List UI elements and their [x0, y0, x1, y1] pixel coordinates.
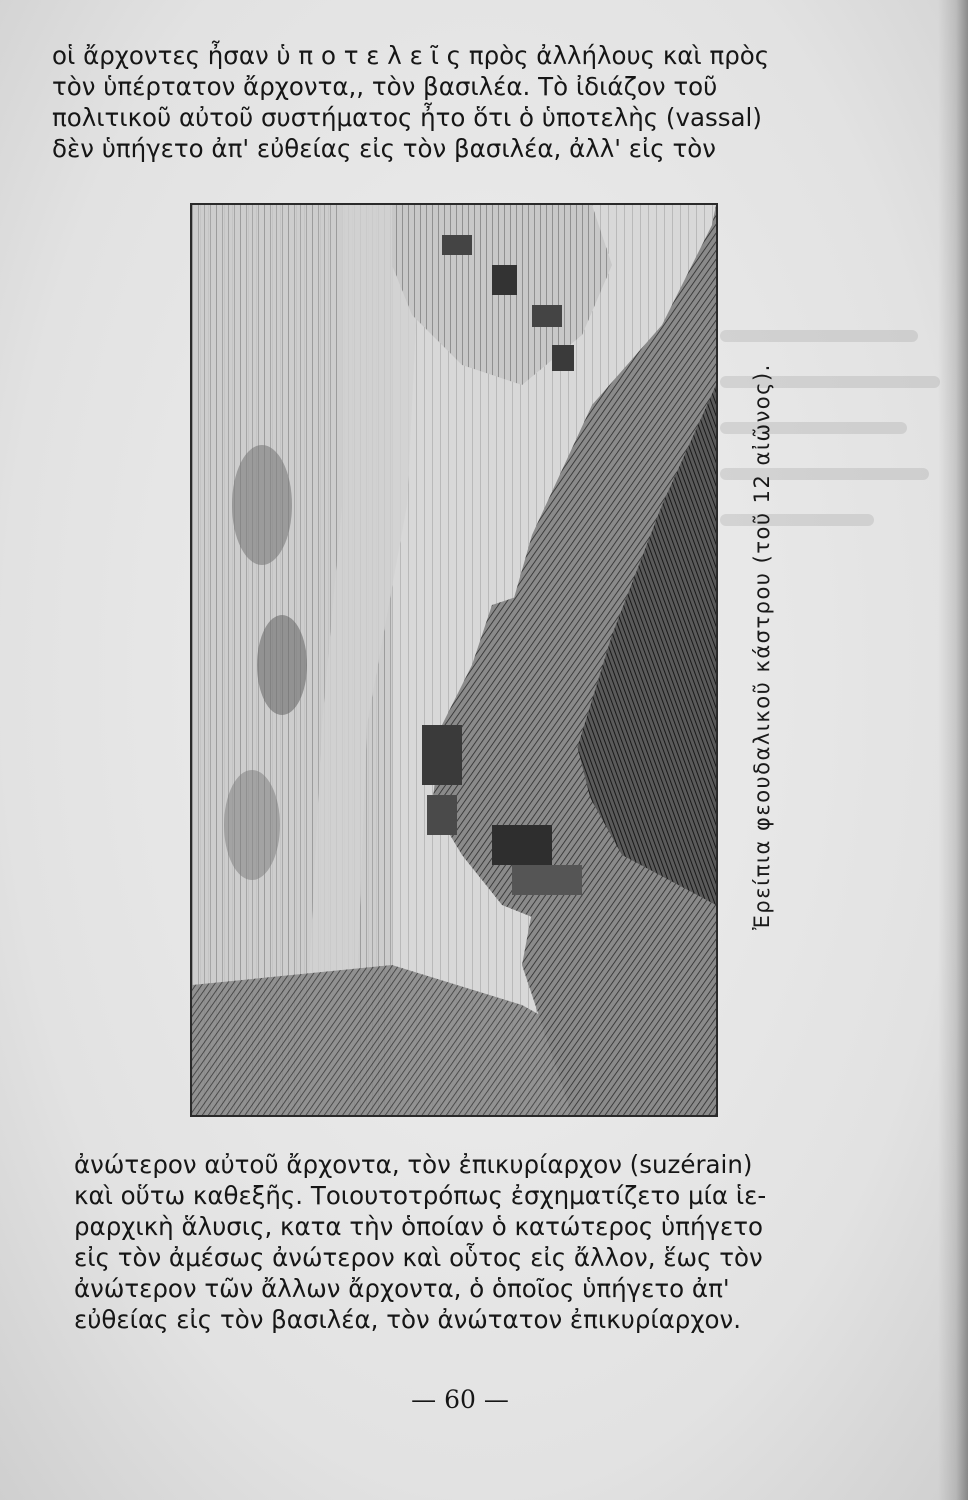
text-line: ἀνώτερον τῶν ἄλλων ἄρχοντα, ὁ ὁποῖος ὑπήγετο ἀπ': [74, 1274, 730, 1303]
bottom-paragraph: [74, 1149, 844, 1335]
text-line: δὲν ὑπήγετο ἀπ' εὐθείας εἰς τὸν βασιλέα, ἀλλ' εἰς τὸν: [52, 134, 716, 163]
text-line: τὸν ὑπέρτατον ἄρχοντα,, τὸν βασιλέα. Τὸ ἰδιάζον τοῦ: [52, 72, 718, 101]
text-line: ραρχικὴ ἅλυσις, κατα τὴν ὁποίαν ὁ κατώτερος ὑπήγετο: [74, 1212, 763, 1241]
text-line: πολιτικοῦ αὐτοῦ συστήματος ἦτο ὅτι ὁ ὑποτελὴς (vassal): [52, 103, 762, 132]
text-line: εὐθείας εἰς τὸν βασιλέα, τὸν ἀνώτατον ἐπικυρίαρχον.: [74, 1305, 741, 1334]
text-line: εἰς τὸν ἀμέσως ἀνώτερον καὶ οὗτος εἰς ἄλλον, ἕως τὸν: [74, 1243, 763, 1272]
top-paragraph: [52, 40, 842, 164]
text-line: ἀνώτερον αὐτοῦ ἄρχοντα, τὸν ἐπικυρίαρχον (suzérain): [74, 1150, 753, 1179]
castle-ruins-engraving: [190, 203, 718, 1117]
text-line: οἱ ἄρχοντες ἦσαν ὑ π ο τ ε λ ε ῖ ς πρὸς ἀλλήλους καὶ πρὸς: [52, 41, 770, 70]
page-edge-shadow: [938, 0, 968, 1500]
page-number: — 60 —: [411, 1385, 509, 1414]
text-line: καὶ οὕτω καθεξῆς. Τοιουτοτρόπως ἐσχηματίζετο μία ἱε-: [74, 1181, 767, 1210]
engraving-illustration: [192, 205, 716, 1115]
figure-caption: Ἐρείπια φεουδαλικοῦ κάστρου (τοῦ 12 αἰῶνος).: [750, 363, 774, 930]
